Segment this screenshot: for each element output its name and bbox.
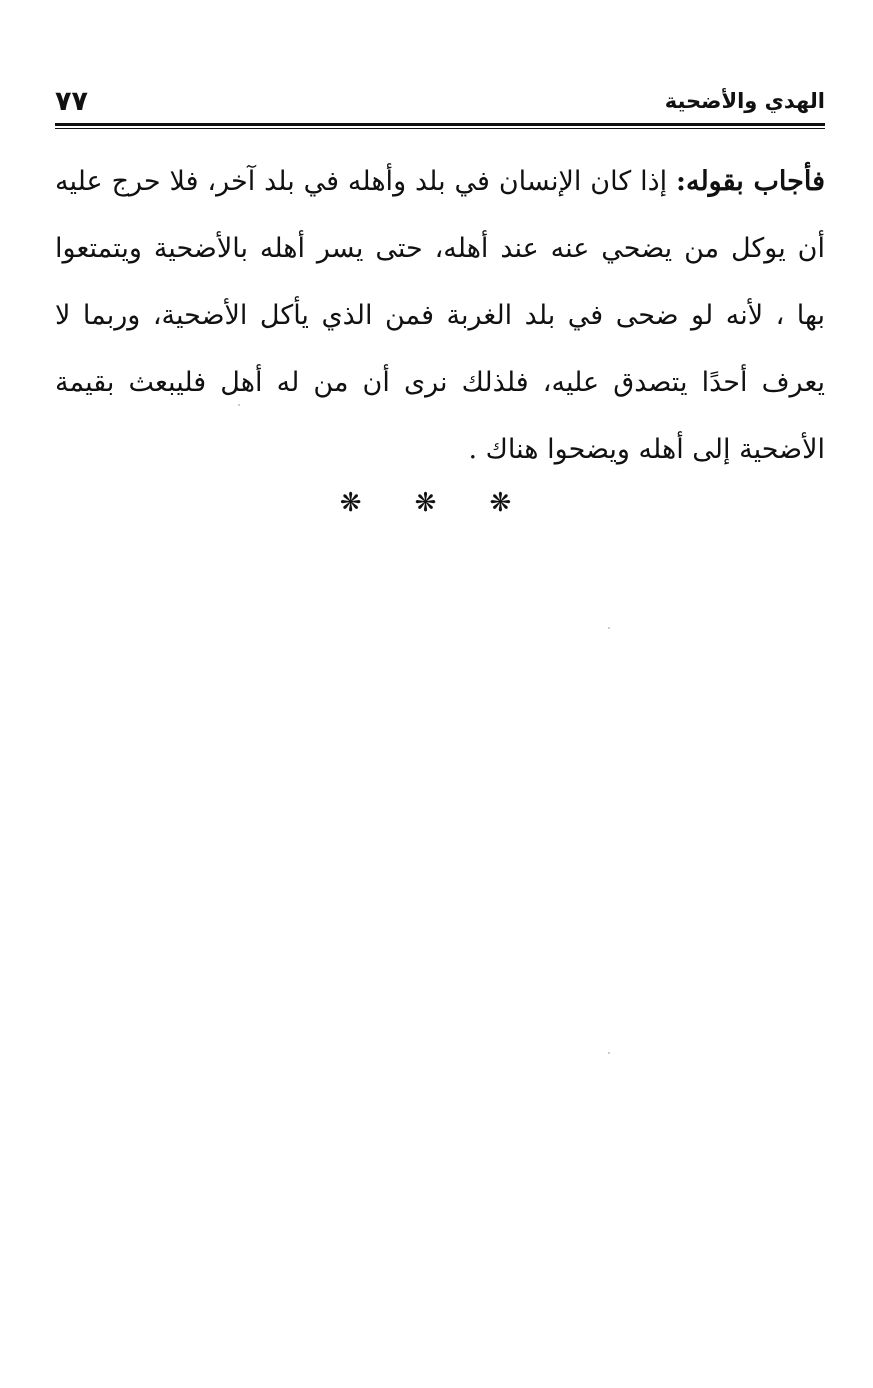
running-title: الهدي والأضحية [664,89,825,113]
scan-speck [608,627,610,629]
section-separator: ❋ ❋ ❋ [339,488,534,518]
page-number: ٧٧ [55,86,88,117]
scan-speck [238,404,240,406]
scan-speck [608,1052,610,1054]
page-header [55,80,825,128]
header-rule-thin [55,128,825,129]
answer-text: إذا كان الإنسان في بلد وأهله في بلد آخر، فلا حرج عليه أن يوكل من يضحي عنه عند أهله، حتى يسر أهله بالأضحية ويتمتعوا بها ، لأنه لو ضحى في بلد الغربة فمن الذي يأكل الأضحية، وربما لا يعرف أحدًا يتصدق عليه، فلذلك نرى أن من له أهل فليبعث بقيمة الأضحية إلى أهله ويضحوا هناك . [55,166,825,465]
answer-lead: فأجاب بقوله: [676,166,825,197]
body-paragraph [55,148,825,483]
header-rule-thick [55,123,825,126]
